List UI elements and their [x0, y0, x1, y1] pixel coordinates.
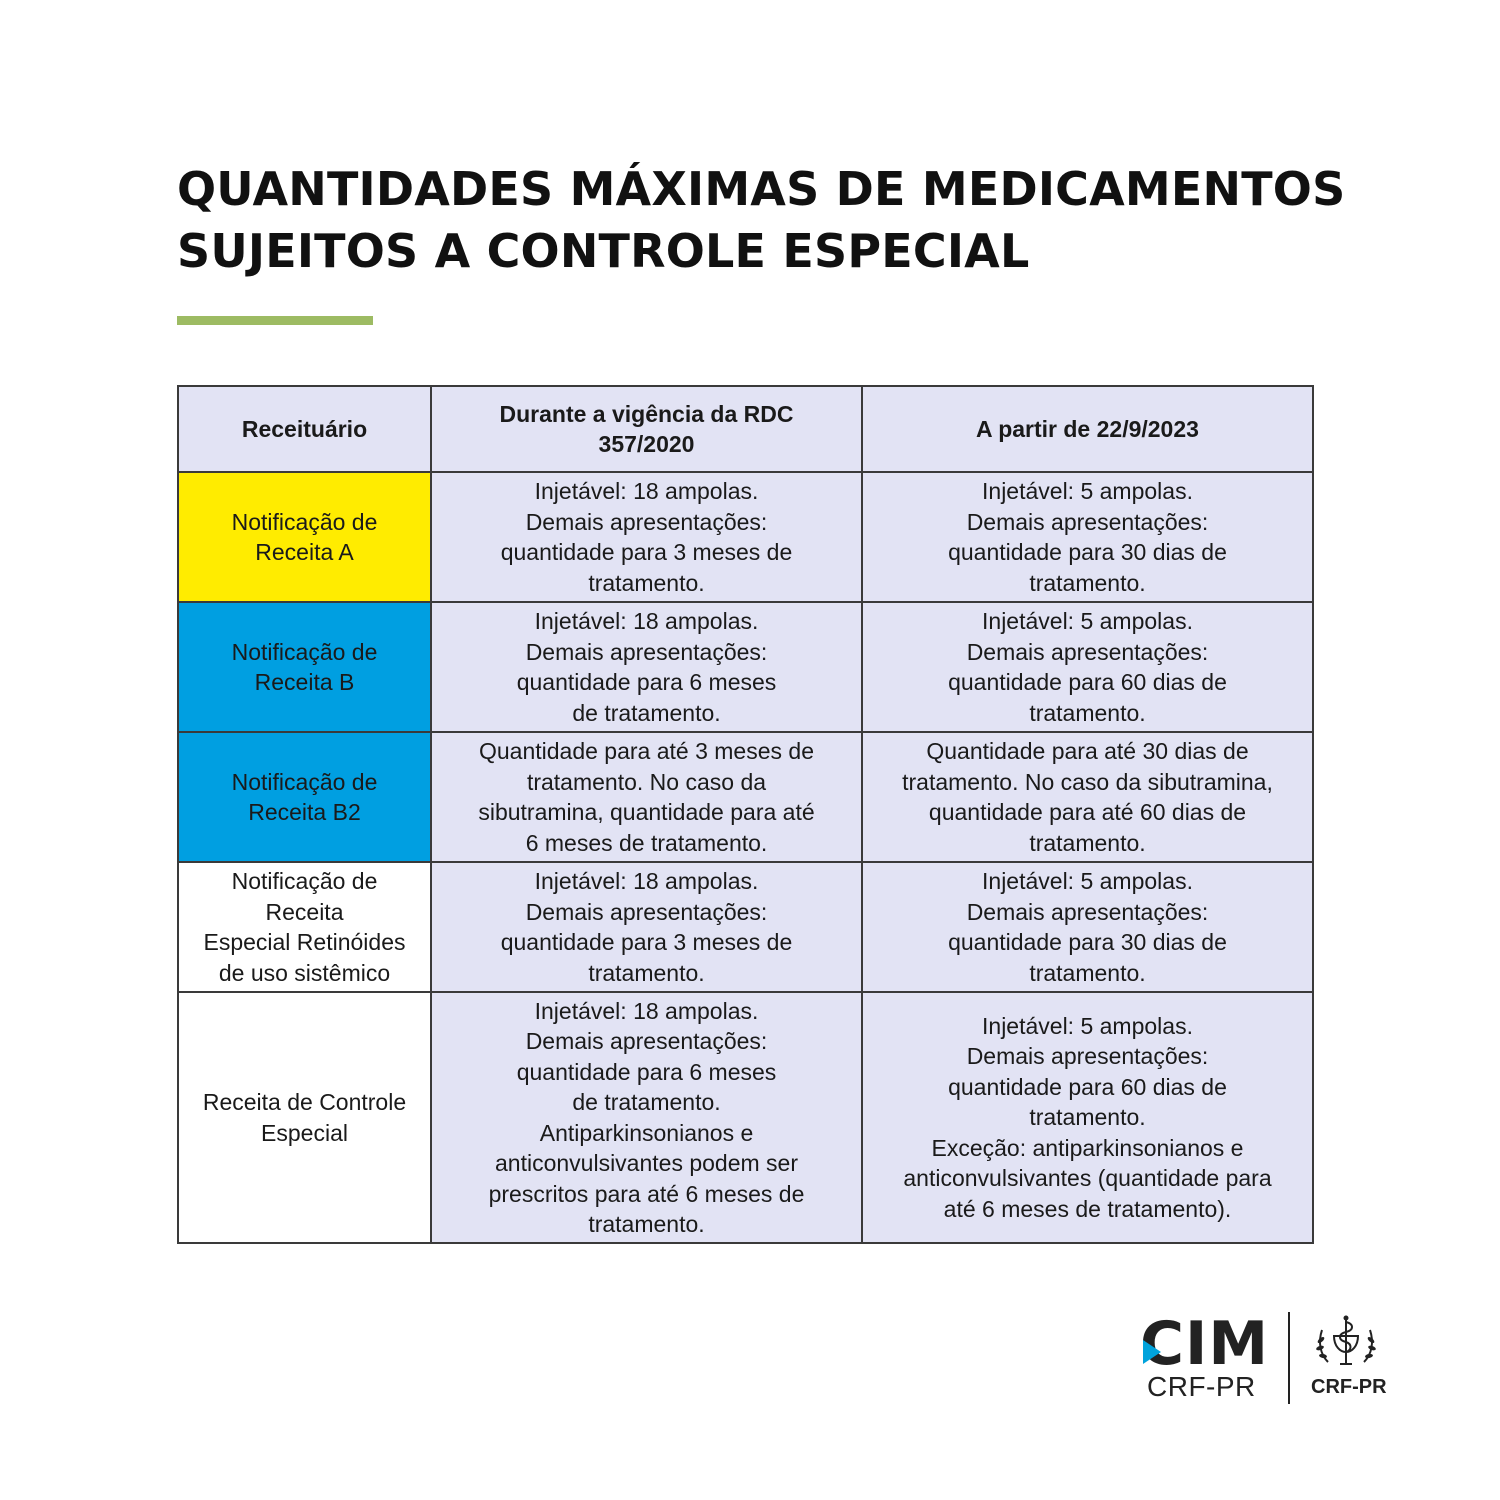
- table-row: [178, 992, 1313, 1243]
- cell-line: Demais apresentações:: [525, 638, 768, 665]
- table-row: [178, 732, 1313, 862]
- cell-line: tratamento. No caso da sibutramina,: [902, 768, 1273, 795]
- footer-logos: [1140, 1308, 1390, 1408]
- cell-new-receita-retinoides: [862, 862, 1313, 992]
- cell-rdc-receita-b2: [431, 732, 862, 862]
- cell-rdc-receita-retinoides: [431, 862, 862, 992]
- title-line-2: SUJEITOS A CONTROLE ESPECIAL: [177, 224, 1030, 278]
- cell-line: Demais apresentações:: [525, 898, 768, 925]
- cell-line: tratamento.: [1029, 569, 1146, 596]
- cell-line: sibutramina, quantidade para até: [478, 799, 815, 825]
- cell-line: tratamento.: [1029, 959, 1146, 986]
- cell-line: Injetável: 18 ampolas.: [534, 478, 759, 504]
- cell-line: anticonvulsivantes podem ser: [495, 1150, 798, 1176]
- cell-line: 6 meses de tratamento.: [525, 829, 768, 856]
- cell-rdc-receita-controle-especial: [431, 992, 862, 1243]
- title-accent-bar: [177, 316, 373, 325]
- cim-logo-text: CIM: [1140, 1309, 1270, 1379]
- cell-line: tratamento.: [588, 569, 705, 596]
- cell-line: Demais apresentações:: [966, 508, 1209, 535]
- header-rdc-357-2020: [431, 386, 862, 472]
- row-label-receita-retinoides: [178, 862, 431, 992]
- cell-line: Receita A: [255, 539, 354, 565]
- table-row: [178, 472, 1313, 602]
- cell-line: Especial Retinóides: [203, 929, 406, 955]
- cell-line: Demais apresentações:: [966, 898, 1209, 925]
- header-line: 357/2020: [598, 431, 695, 457]
- header-line: Durante a vigência da RDC: [499, 400, 794, 427]
- cell-line: quantidade para 30 dias de: [948, 539, 1227, 565]
- cell-line: Receita: [265, 898, 344, 925]
- cell-line: Notificação de: [231, 868, 378, 894]
- cell-line: de tratamento.: [572, 699, 721, 726]
- cell-line: Especial: [261, 1119, 348, 1146]
- cell-new-receita-a: [862, 472, 1313, 602]
- row-label-receita-controle-especial: [178, 992, 431, 1243]
- cell-line: quantidade para 30 dias de: [948, 929, 1227, 955]
- cim-logo-subtitle: CRF-PR: [1147, 1371, 1256, 1402]
- cell-line: Injetável: 5 ampolas.: [982, 868, 1193, 894]
- cell-line: tratamento. No caso da: [526, 768, 767, 795]
- crf-pr-logo-subtitle: CRF-PR: [1311, 1376, 1387, 1398]
- cell-line: Receita de Controle: [202, 1089, 407, 1115]
- cell-line: Demais apresentações:: [966, 638, 1209, 665]
- row-label-receita-a: [178, 472, 431, 602]
- header-receituario: [178, 386, 431, 472]
- cell-line: quantidade para até 60 dias de: [928, 799, 1247, 825]
- cell-line: Injetável: 5 ampolas.: [982, 478, 1193, 504]
- cell-line: Injetável: 18 ampolas.: [534, 868, 759, 894]
- cell-line: anticonvulsivantes (quantidade para: [903, 1165, 1272, 1192]
- cell-line: quantidade para 60 dias de: [948, 669, 1227, 695]
- cell-line: Injetável: 5 ampolas.: [982, 1012, 1193, 1039]
- title-line-1: QUANTIDADES MÁXIMAS DE MEDICAMENTOS: [177, 162, 1346, 216]
- cell-line: Demais apresentações:: [525, 508, 768, 535]
- cell-line: Demais apresentações:: [966, 1043, 1209, 1070]
- cell-line: Quantidade para até 30 dias de: [926, 738, 1249, 764]
- cell-line: tratamento.: [1029, 1104, 1146, 1131]
- cell-line: quantidade para 3 meses de: [500, 929, 793, 955]
- cell-line: Notificação de: [231, 768, 378, 795]
- table-row: [178, 862, 1313, 992]
- cell-line: Notificação de: [231, 508, 378, 535]
- table-header-row: [178, 386, 1313, 472]
- cell-line: Antiparkinsonianos e: [539, 1119, 754, 1146]
- cell-line: Exceção: antiparkinsonianos e: [931, 1134, 1244, 1161]
- play-triangle-icon: [1143, 1340, 1161, 1364]
- cell-line: até 6 meses de tratamento).: [943, 1195, 1232, 1222]
- cell-new-receita-b2: [862, 732, 1313, 862]
- cell-new-receita-controle-especial: [862, 992, 1313, 1243]
- header-line: Receituário: [241, 415, 368, 442]
- cell-line: quantidade para 6 meses: [516, 1058, 777, 1085]
- cell-line: prescritos para até 6 meses de: [488, 1180, 805, 1207]
- cell-line: tratamento.: [1029, 829, 1146, 856]
- cell-line: quantidade para 6 meses: [516, 669, 777, 695]
- cell-rdc-receita-a: [431, 472, 862, 602]
- cell-line: quantidade para 3 meses de: [500, 539, 793, 565]
- controlled-medication-table: [177, 385, 1314, 1244]
- row-label-receita-b: [178, 602, 431, 732]
- cell-line: tratamento.: [588, 959, 705, 986]
- cell-rdc-receita-b: [431, 602, 862, 732]
- cell-line: de tratamento.: [572, 1089, 721, 1115]
- cell-new-receita-b: [862, 602, 1313, 732]
- logo-divider: [1288, 1312, 1290, 1404]
- cell-line: Injetável: 18 ampolas.: [534, 997, 759, 1024]
- header-from-22-9-2023: [862, 386, 1313, 472]
- table-row: [178, 602, 1313, 732]
- cell-line: Notificação de: [231, 638, 378, 665]
- cell-line: Injetável: 5 ampolas.: [982, 608, 1193, 634]
- cell-line: Injetável: 18 ampolas.: [534, 608, 759, 634]
- cell-line: tratamento.: [1029, 699, 1146, 726]
- cell-line: quantidade para 60 dias de: [948, 1073, 1227, 1100]
- cell-line: Demais apresentações:: [525, 1028, 768, 1054]
- caduceus-bowl-laurel-icon: [1306, 1310, 1386, 1370]
- cell-line: de uso sistêmico: [218, 959, 391, 986]
- cell-line: Quantidade para até 3 meses de: [478, 738, 814, 764]
- cell-line: Receita B2: [248, 799, 361, 825]
- header-line: A partir de 22/9/2023: [976, 415, 1199, 442]
- row-label-receita-b2: [178, 732, 431, 862]
- cell-line: tratamento.: [588, 1211, 705, 1237]
- page-title: [177, 158, 1377, 282]
- cell-line: Receita B: [254, 669, 355, 695]
